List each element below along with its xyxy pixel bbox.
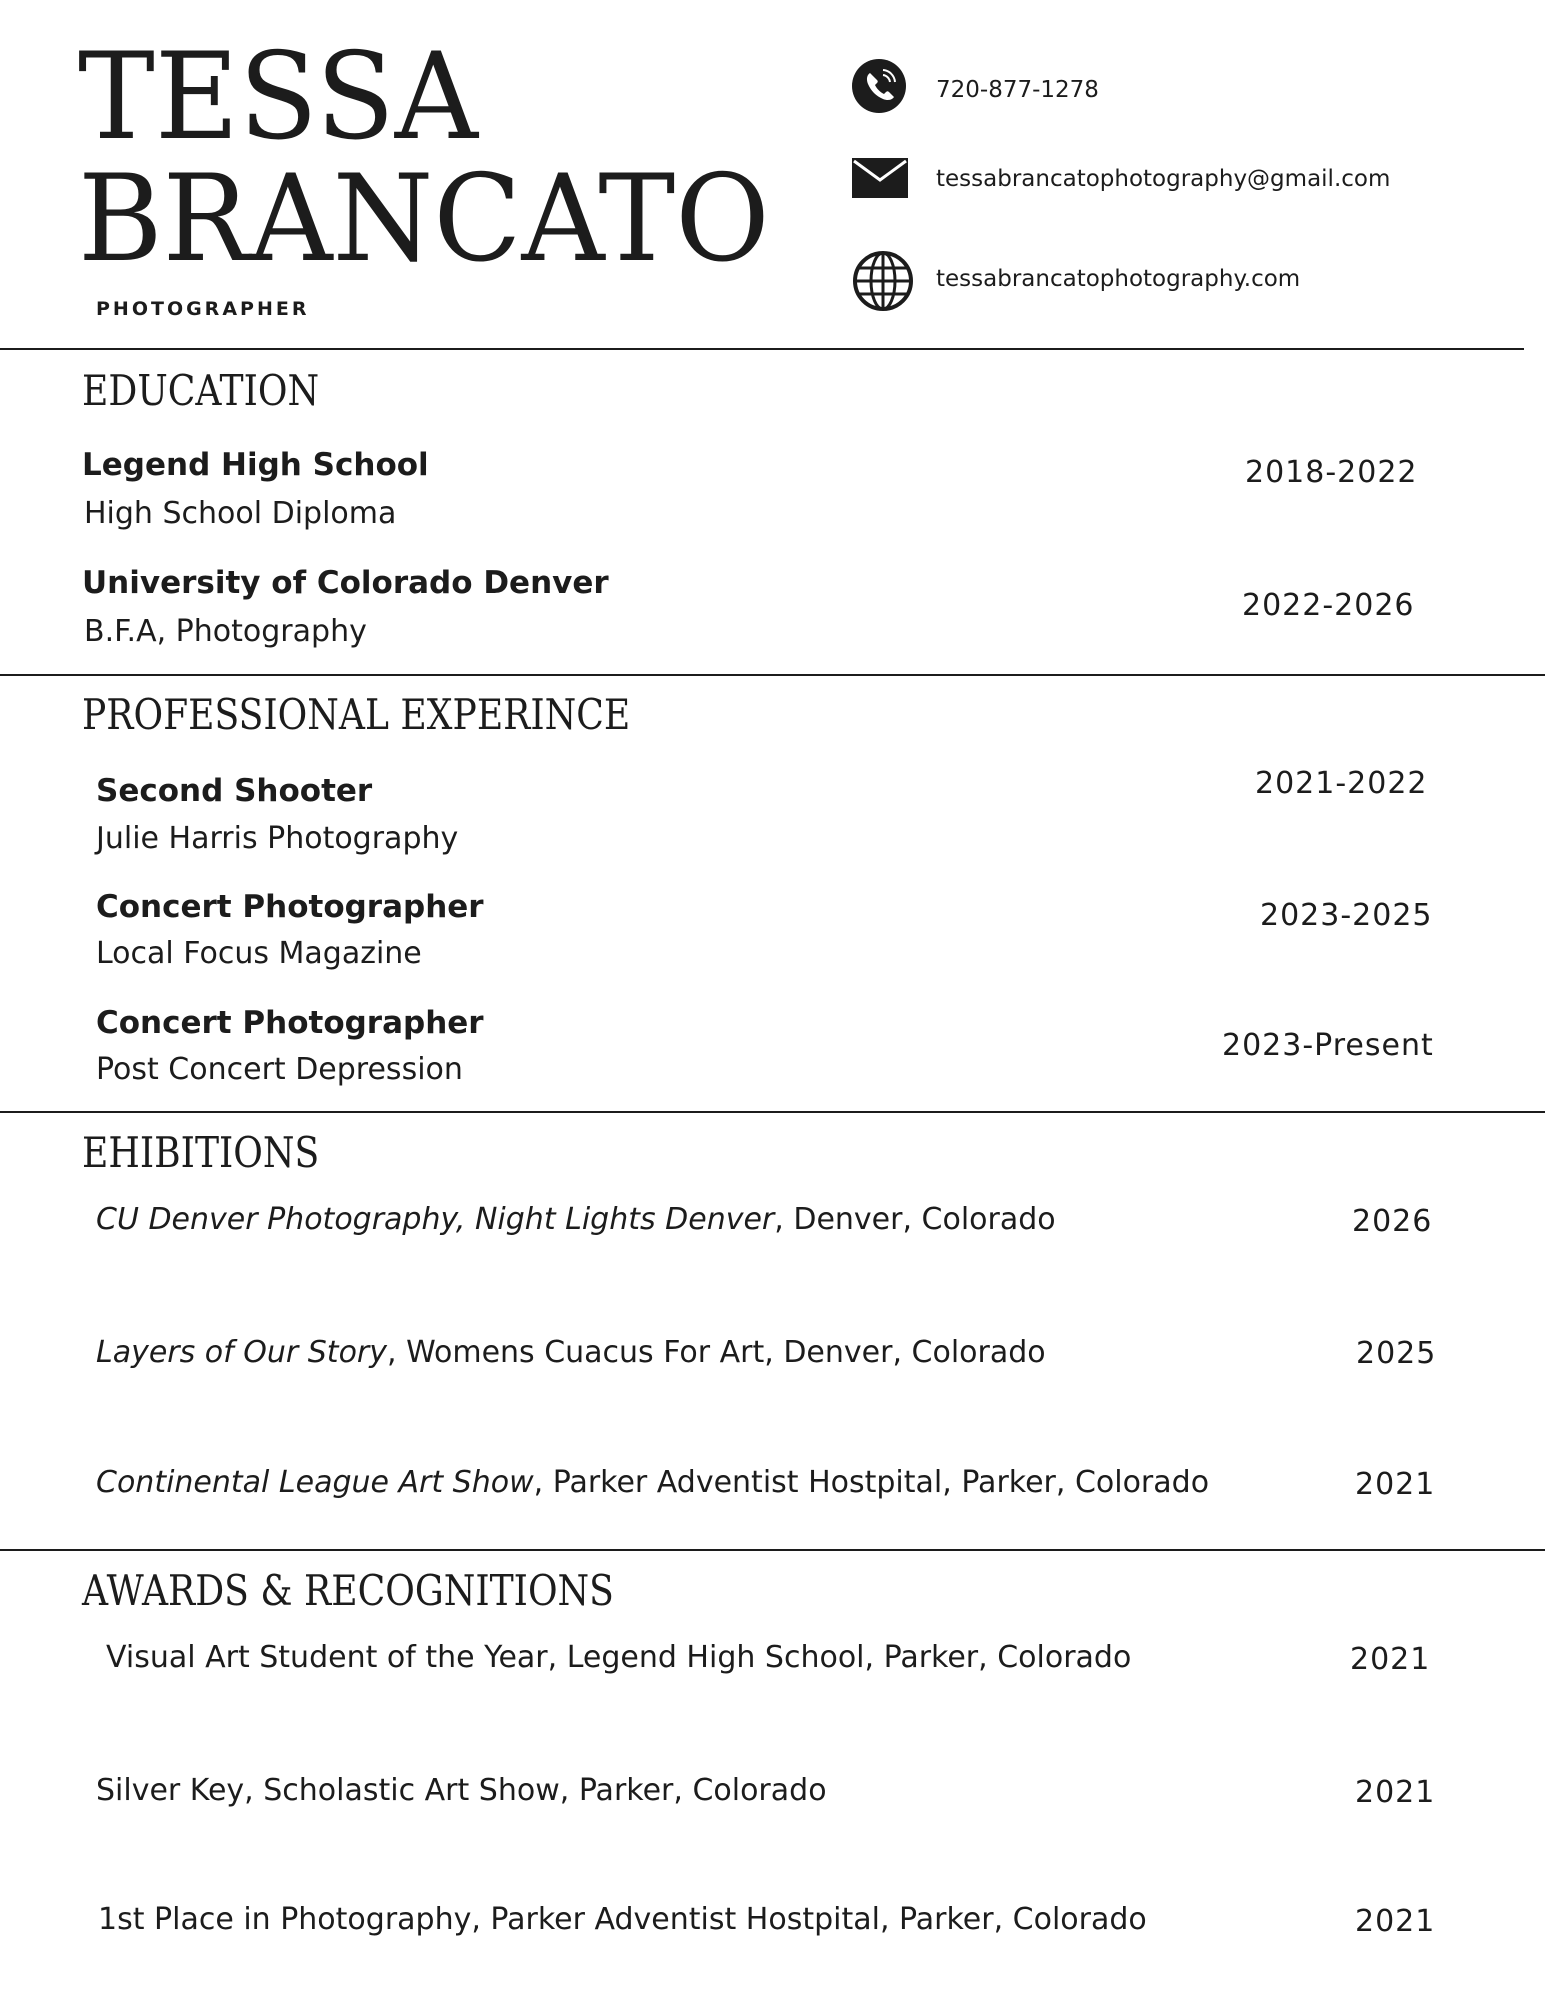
- education-heading: EDUCATION: [82, 366, 320, 415]
- experience-item-years: 2021-2022: [1255, 766, 1428, 801]
- exhibition-venue: , Denver, Colorado: [774, 1202, 1056, 1237]
- education-item-title: Legend High School: [82, 447, 429, 483]
- mail-icon: [852, 158, 908, 198]
- divider: [0, 674, 1545, 676]
- award-item: Visual Art Student of the Year, Legend High School, Parker, Colorado: [106, 1640, 1132, 1675]
- experience-item-subtitle: Julie Harris Photography: [96, 821, 459, 856]
- exhibition-venue: , Parker Adventist Hostpital, Parker, Colorado: [533, 1465, 1210, 1500]
- experience-heading: PROFESSIONAL EXPERINCE: [82, 690, 631, 739]
- education-item-subtitle: High School Diploma: [84, 496, 397, 531]
- award-year: 2021: [1350, 1642, 1431, 1677]
- experience-item-years: 2023-2025: [1260, 898, 1433, 933]
- award-year: 2021: [1355, 1775, 1436, 1810]
- experience-item-title: Concert Photographer: [96, 1005, 484, 1041]
- experience-item-title: Concert Photographer: [96, 889, 484, 925]
- phone-number[interactable]: 720-877-1278: [936, 77, 1099, 103]
- exhibitions-heading: EHIBITIONS: [82, 1128, 320, 1177]
- education-item-subtitle: B.F.A, Photography: [84, 614, 367, 649]
- phone-icon: [850, 57, 908, 115]
- education-item-years: 2018-2022: [1245, 455, 1418, 490]
- exhibition-year: 2021: [1355, 1467, 1436, 1502]
- exhibition-year: 2025: [1356, 1336, 1437, 1371]
- exhibition-item: [96, 1202, 1056, 1237]
- divider: [0, 1549, 1545, 1551]
- email-address[interactable]: tessabrancatophotography@gmail.com: [936, 166, 1391, 192]
- award-item: 1st Place in Photography, Parker Adventist Hostpital, Parker, Colorado: [98, 1902, 1147, 1937]
- exhibition-venue: , Womens Cuacus For Art, Denver, Colorado: [387, 1335, 1046, 1370]
- exhibition-item: [96, 1465, 1209, 1500]
- exhibition-title: Continental League Art Show: [96, 1465, 534, 1500]
- job-title: PHOTOGRAPHER: [96, 298, 310, 320]
- exhibition-item: [96, 1335, 1046, 1370]
- divider: [0, 348, 1524, 350]
- exhibition-year: 2026: [1352, 1204, 1433, 1239]
- experience-item-title: Second Shooter: [96, 773, 373, 809]
- awards-heading: AWARDS & RECOGNITIONS: [82, 1566, 614, 1615]
- education-item-title: University of Colorado Denver: [82, 565, 609, 601]
- website-url[interactable]: tessabrancatophotography.com: [936, 266, 1301, 292]
- exhibition-title: Layers of Our Story: [96, 1335, 388, 1370]
- last-name: BRANCATO: [78, 150, 770, 289]
- exhibition-title: CU Denver Photography, Night Lights Denver: [96, 1202, 775, 1237]
- education-item-years: 2022-2026: [1242, 588, 1415, 623]
- globe-icon: [852, 250, 910, 308]
- first-name: TESSA: [78, 28, 478, 167]
- award-year: 2021: [1355, 1904, 1436, 1939]
- experience-item-subtitle: Post Concert Depression: [96, 1052, 463, 1087]
- award-item: Silver Key, Scholastic Art Show, Parker, Colorado: [96, 1773, 827, 1808]
- divider: [0, 1111, 1545, 1113]
- experience-item-subtitle: Local Focus Magazine: [96, 936, 422, 971]
- experience-item-years: 2023-Present: [1222, 1028, 1434, 1063]
